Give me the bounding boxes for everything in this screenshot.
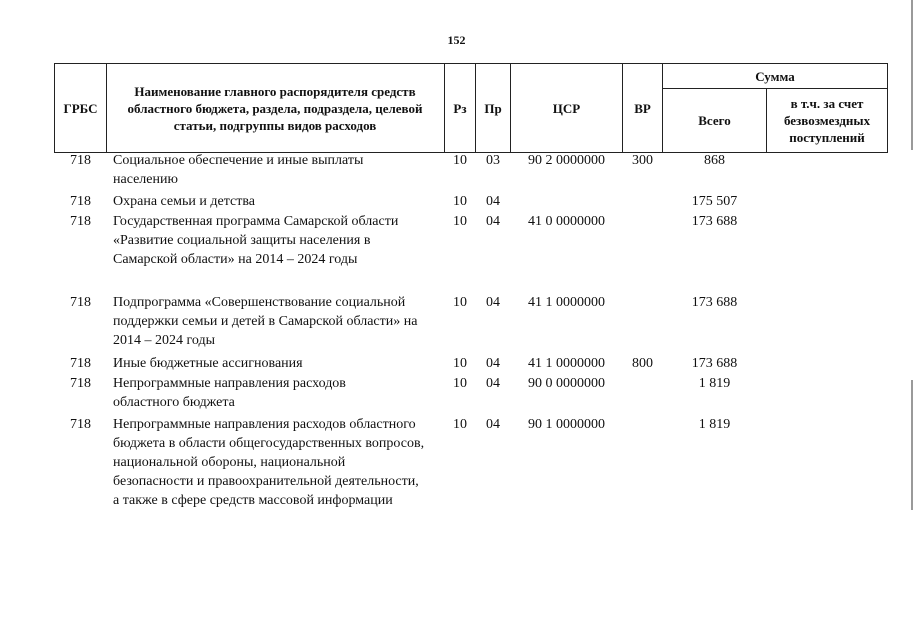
cell-vr: 300: [632, 153, 653, 168]
cell-pr: 04: [486, 376, 500, 391]
cell-pr: 04: [486, 417, 500, 432]
header-name: Наименование главного распорядителя средств областного бюджета, раздела, подраздела, целевой статьи, подгруппы видов расходов: [127, 83, 423, 133]
cell-csr: 90 1 0000000: [528, 417, 605, 432]
cell-rz: 10: [453, 295, 467, 310]
header-vr: ВР: [634, 100, 651, 116]
cell-grbs: 718: [70, 153, 91, 168]
cell-rz: 10: [453, 356, 467, 371]
cell-pr: 03: [486, 153, 500, 168]
cell-pr: 04: [486, 295, 500, 310]
cell-name: Охрана семьи и детства: [113, 194, 255, 209]
cell-pr: 04: [486, 356, 500, 371]
header-csr: ЦСР: [552, 100, 581, 116]
cell-rz: 10: [453, 194, 467, 209]
cell-grbs: 718: [70, 214, 91, 229]
cell-grbs: 718: [70, 194, 91, 209]
header-total: Всего: [698, 113, 731, 128]
cell-csr: 41 0 0000000: [528, 214, 605, 229]
cell-csr: 90 0 0000000: [528, 376, 605, 391]
cell-total: 173 688: [691, 214, 738, 229]
cell-name: Непрограммные направления расходов областного бюджета в области общегосударственных вопросов, национальной обороны, национальной безопасности и правоохранительной деятельности, а также в сфере средств массовой информации: [113, 417, 425, 508]
cell-csr: 41 1 0000000: [528, 356, 605, 371]
header-grbs: ГРБС: [63, 100, 98, 116]
header-pr: Пр: [484, 100, 502, 116]
cell-grbs: 718: [70, 356, 91, 371]
cell-csr: 41 1 0000000: [528, 295, 605, 310]
cell-total: 1 819: [698, 376, 731, 391]
cell-name: Подпрограмма «Совершенствование социальной поддержки семьи и детей в Самарской области» на 2014 – 2024 годы: [113, 295, 418, 348]
header-sum: Сумма: [755, 68, 795, 84]
cell-grbs: 718: [70, 417, 91, 432]
cell-rz: 10: [453, 376, 467, 391]
cell-name: Иные бюджетные ассигнования: [113, 356, 303, 371]
cell-total: 173 688: [691, 356, 738, 371]
cell-total: 868: [704, 153, 725, 168]
header-rz: Рз: [453, 100, 467, 116]
cell-total: 175 507: [691, 194, 738, 209]
cell-name: Социальное обеспечение и иные выплаты населению: [113, 153, 364, 187]
cell-rz: 10: [453, 153, 467, 168]
cell-rz: 10: [453, 214, 467, 229]
cell-rz: 10: [453, 417, 467, 432]
cell-pr: 04: [486, 214, 500, 229]
col-border-1: [106, 63, 107, 153]
cell-pr: 04: [486, 194, 500, 209]
cell-total: 1 819: [698, 417, 731, 432]
cell-vr: 800: [632, 356, 653, 371]
cell-name: Государственная программа Самарской области «Развитие социальной защиты населения в Самарской области» на 2014 – 2024 годы: [113, 214, 399, 267]
header-gratuitous: в т.ч. за счет безвозмездных поступлений: [783, 96, 871, 145]
cell-total: 173 688: [691, 295, 738, 310]
page-number: 152: [447, 33, 466, 47]
cell-name: Непрограммные направления расходов областного бюджета: [113, 376, 346, 410]
col-border-8: [887, 63, 888, 153]
cell-grbs: 718: [70, 295, 91, 310]
cell-grbs: 718: [70, 376, 91, 391]
cell-csr: 90 2 0000000: [528, 153, 605, 168]
